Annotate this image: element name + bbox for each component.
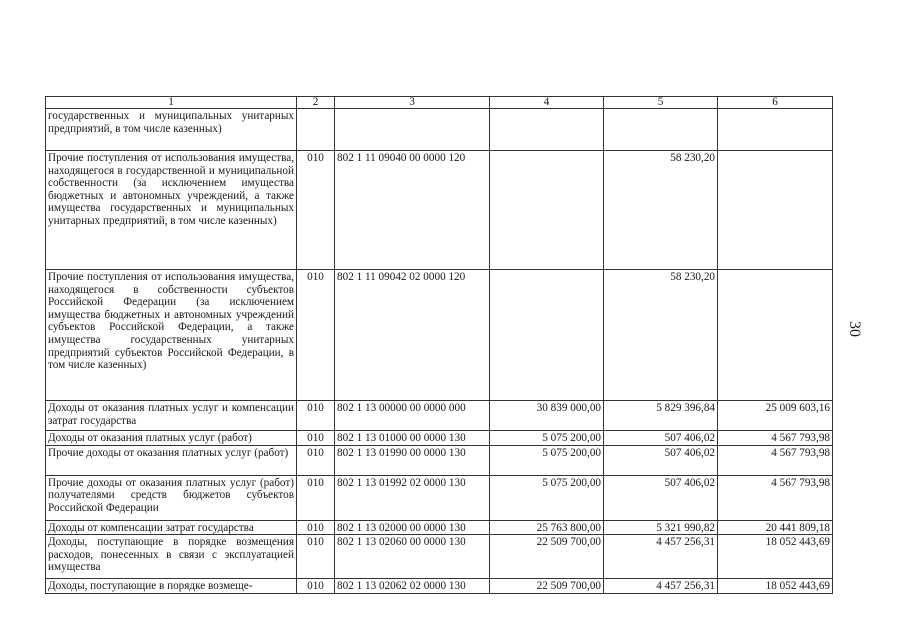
table-row — [46, 151, 833, 270]
row-plan — [490, 270, 604, 401]
row-kbk: 802 1 11 09042 02 0000 120 — [335, 270, 490, 401]
row-code — [297, 109, 335, 151]
row-plan: 25 763 800,00 — [490, 520, 604, 535]
table-row — [46, 431, 833, 446]
row-fact — [604, 109, 718, 151]
row-name: Доходы от оказания платных услуг (работ) — [46, 431, 297, 446]
row-code: 010 — [297, 520, 335, 535]
row-fact: 58 230,20 — [604, 151, 718, 270]
row-plan: 22 509 700,00 — [490, 579, 604, 594]
table-row — [46, 270, 833, 401]
row-name: Доходы от оказания платных услуг и компенсации затрат государства — [46, 401, 297, 431]
row-name: Доходы от компенсации затрат государства — [46, 520, 297, 535]
row-remain: 18 052 443,69 — [718, 535, 833, 579]
row-kbk: 802 1 13 02000 00 0000 130 — [335, 520, 490, 535]
header-cell: 1 — [46, 97, 297, 109]
row-remain — [718, 151, 833, 270]
row-plan — [490, 109, 604, 151]
table-row — [46, 520, 833, 535]
row-remain: 4 567 793,98 — [718, 475, 833, 520]
row-code: 010 — [297, 579, 335, 594]
revenue-table — [45, 96, 833, 594]
row-plan: 22 509 700,00 — [490, 535, 604, 579]
row-name: Доходы, поступающие в порядке возмещения расходов, понесенных в связи с эксплуатацией имущества — [46, 535, 297, 579]
row-code: 010 — [297, 270, 335, 401]
row-code: 010 — [297, 445, 335, 475]
header-cell: 6 — [718, 97, 833, 109]
table-row — [46, 445, 833, 475]
row-plan: 5 075 200,00 — [490, 475, 604, 520]
row-fact: 58 230,20 — [604, 270, 718, 401]
page-number: 30 — [846, 321, 863, 337]
row-name: Прочие доходы от оказания платных услуг (работ) получателями средств бюджетов субъектов Российской Федерации — [46, 475, 297, 520]
header-cell: 2 — [297, 97, 335, 109]
row-fact: 507 406,02 — [604, 475, 718, 520]
row-name: Доходы, поступающие в порядке возмеще- — [46, 579, 297, 594]
row-remain: 4 567 793,98 — [718, 431, 833, 446]
row-remain: 25 009 603,16 — [718, 401, 833, 431]
row-fact: 5 321 990,82 — [604, 520, 718, 535]
table-row — [46, 535, 833, 579]
row-fact: 507 406,02 — [604, 445, 718, 475]
table-row — [46, 579, 833, 594]
row-plan: 5 075 200,00 — [490, 431, 604, 446]
header-cell: 5 — [604, 97, 718, 109]
row-code: 010 — [297, 401, 335, 431]
row-code: 010 — [297, 151, 335, 270]
row-kbk — [335, 109, 490, 151]
row-name: Прочие поступления от использования имущества, находящегося в собственности субъектов Российской Федерации (за исключением имущества бюджетных и автономных учреждений субъектов Российской Федерации, а также имущества государственных унитарных предприятий субъектов Российской Федерации, в том числе казенных) — [46, 270, 297, 401]
header-cell: 4 — [490, 97, 604, 109]
row-code: 010 — [297, 535, 335, 579]
row-plan — [490, 151, 604, 270]
row-name: Прочие поступления от использования имущества, находящегося в государственной и муниципальной собственности (за исключением имущества бюджетных и автономных учреждений, а также имущества государственных и муниципальных унитарных предприятий, в том числе казенных) — [46, 151, 297, 270]
row-fact: 5 829 396,84 — [604, 401, 718, 431]
table-row — [46, 401, 833, 431]
row-kbk: 802 1 13 01000 00 0000 130 — [335, 431, 490, 446]
row-remain: 4 567 793,98 — [718, 445, 833, 475]
row-kbk: 802 1 11 09040 00 0000 120 — [335, 151, 490, 270]
row-fact: 507 406,02 — [604, 431, 718, 446]
row-remain — [718, 270, 833, 401]
row-remain: 18 052 443,69 — [718, 579, 833, 594]
row-kbk: 802 1 13 01992 02 0000 130 — [335, 475, 490, 520]
row-fact: 4 457 256,31 — [604, 579, 718, 594]
row-kbk: 802 1 13 02060 00 0000 130 — [335, 535, 490, 579]
row-kbk: 802 1 13 02062 02 0000 130 — [335, 579, 490, 594]
row-name: государственных и муниципальных унитарных предприятий, в том числе казенных) — [46, 109, 297, 151]
header-row — [46, 97, 833, 109]
row-kbk: 802 1 13 01990 00 0000 130 — [335, 445, 490, 475]
row-remain: 20 441 809,18 — [718, 520, 833, 535]
row-name: Прочие доходы от оказания платных услуг (работ) — [46, 445, 297, 475]
row-remain — [718, 109, 833, 151]
header-cell: 3 — [335, 97, 490, 109]
row-code: 010 — [297, 431, 335, 446]
row-kbk: 802 1 13 00000 00 0000 000 — [335, 401, 490, 431]
table-row — [46, 109, 833, 151]
row-fact: 4 457 256,31 — [604, 535, 718, 579]
table-row — [46, 475, 833, 520]
row-plan: 30 839 000,00 — [490, 401, 604, 431]
row-plan: 5 075 200,00 — [490, 445, 604, 475]
row-code: 010 — [297, 475, 335, 520]
